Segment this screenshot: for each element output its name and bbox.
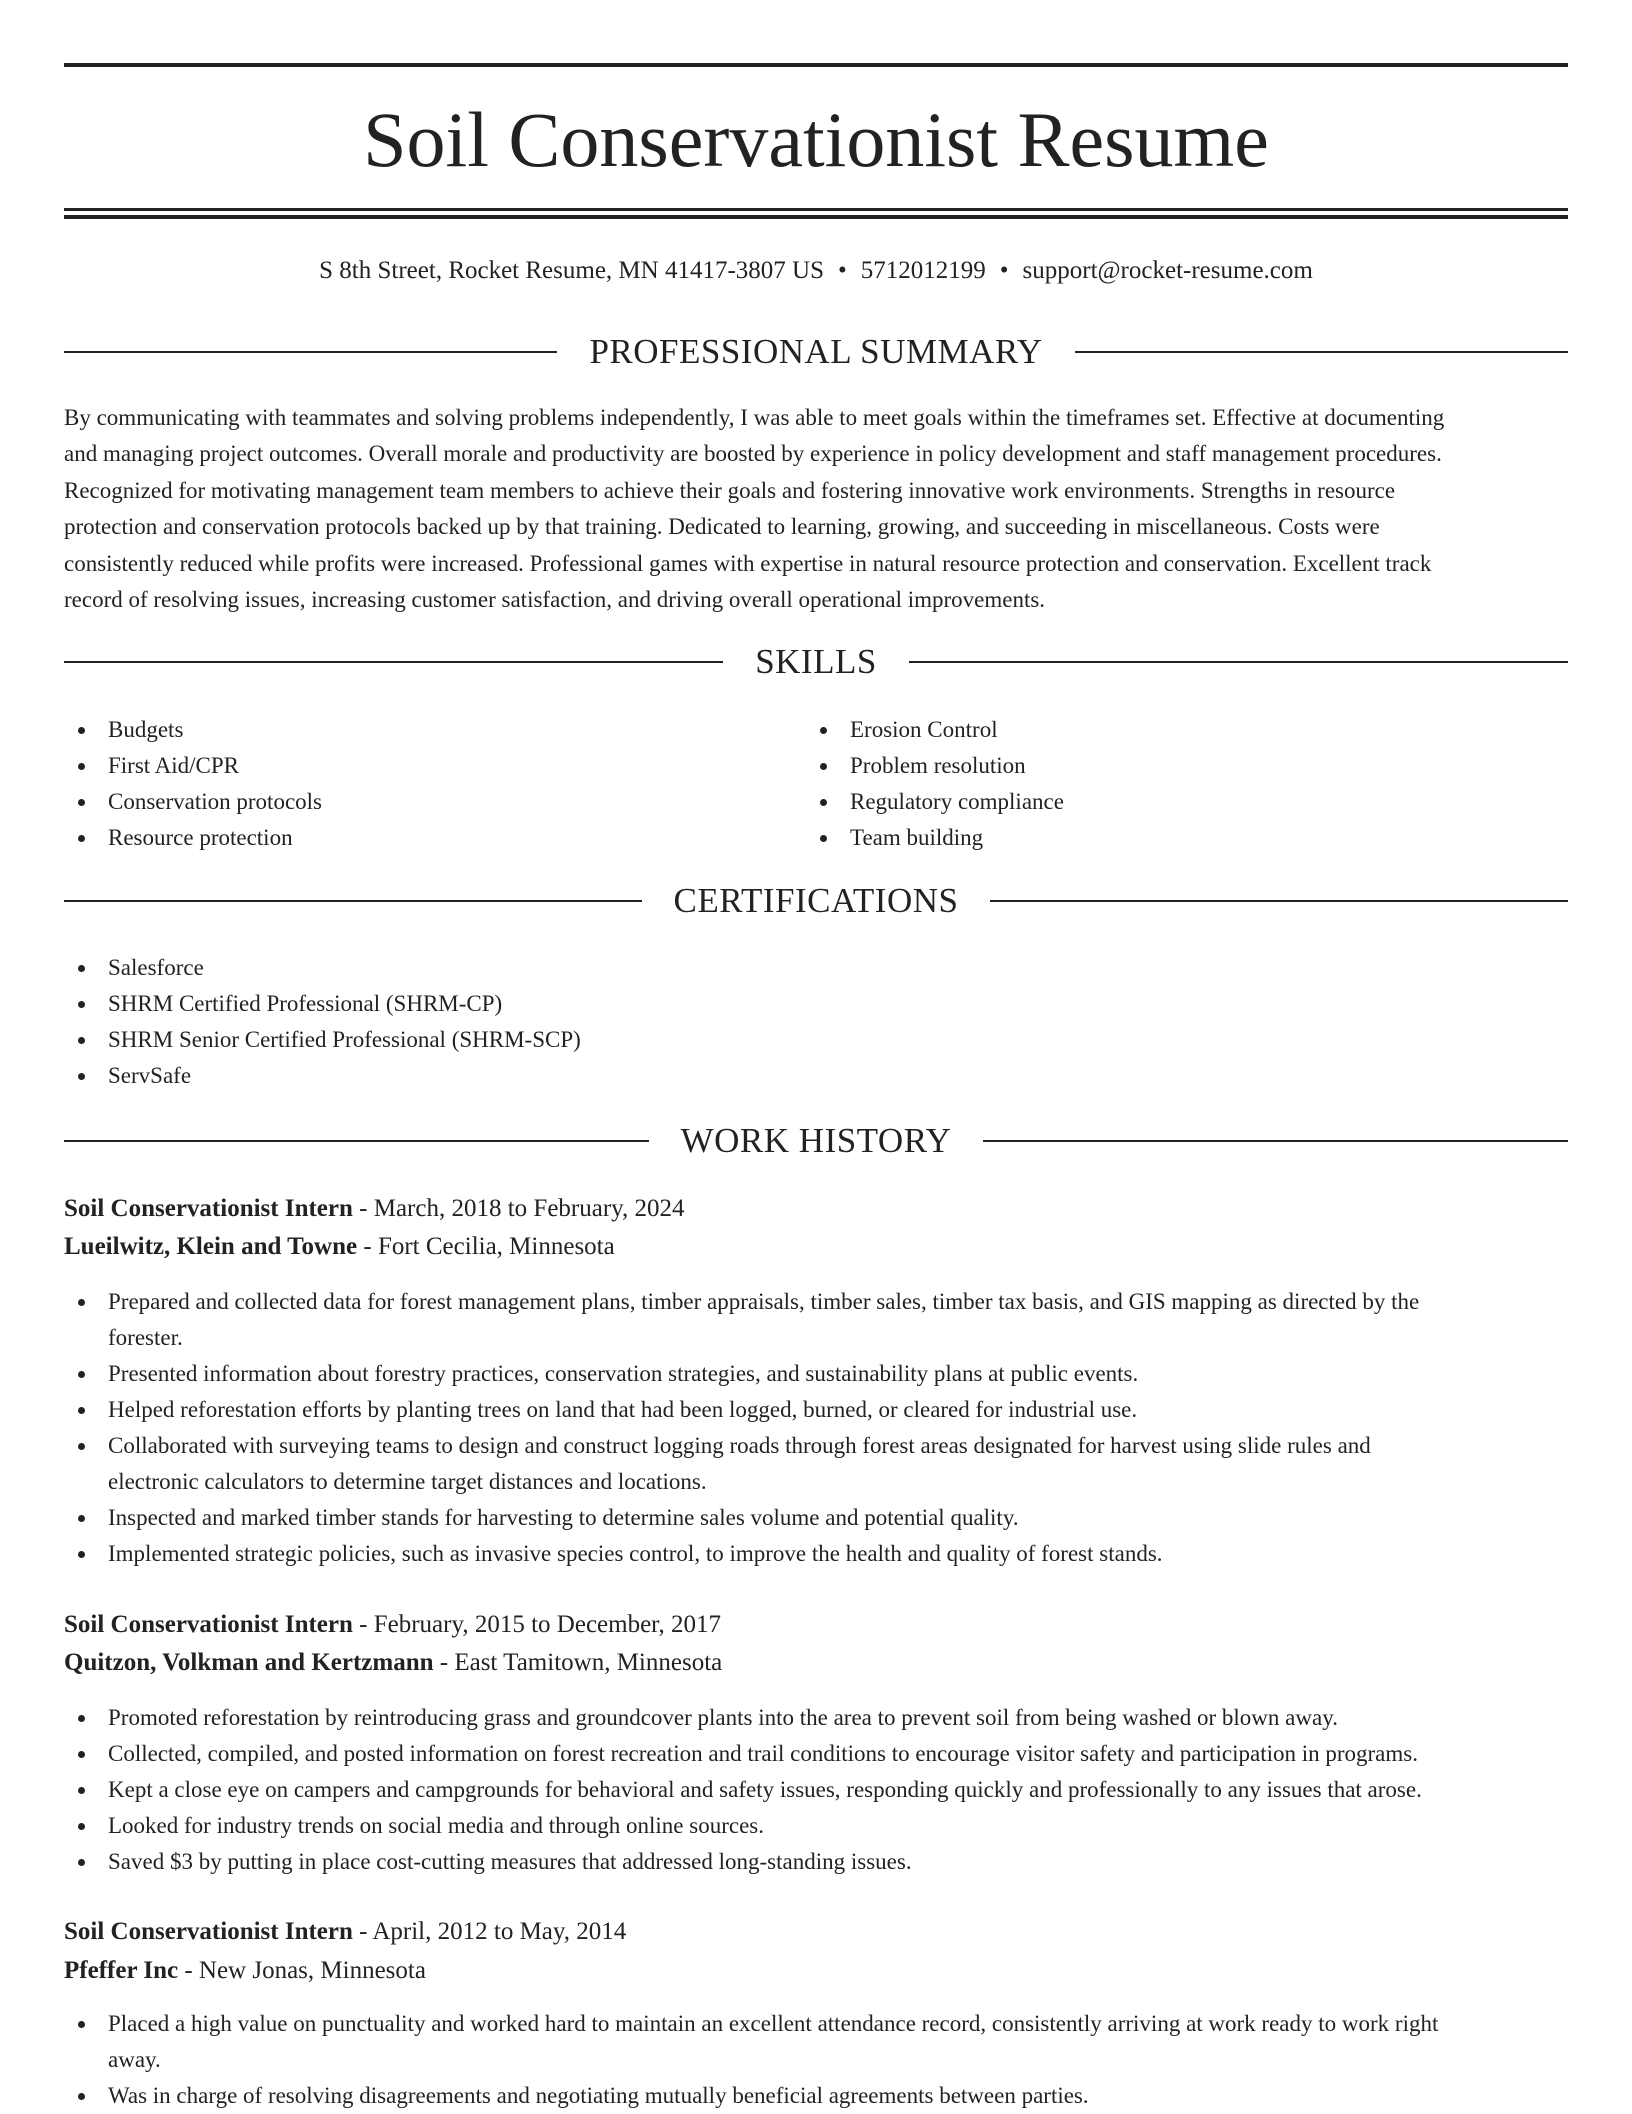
bullet-line: Was in charge of resolving disagreements and negotiating mutually beneficial agreements between parties. <box>108 2083 1089 2108</box>
section-heading-skills <box>64 640 1568 684</box>
heading-rule <box>990 900 1568 902</box>
contact-phone: 5712012199 <box>860 257 986 284</box>
job-bullets <box>64 1700 1568 1880</box>
summary-line: Recognized for motivating management team members to achieve their goals and fostering innovative work environments. Strengths in resource <box>64 477 1396 503</box>
skill-item: Erosion Control <box>806 712 1506 748</box>
heading-rule <box>983 1140 1568 1142</box>
skills-list-left <box>64 712 764 856</box>
bullet-line: Collaborated with surveying teams to design and construct logging roads through forest areas designated for harvest using slide rules and <box>108 1433 1371 1458</box>
section-title: SKILLS <box>755 642 877 681</box>
skill-item: Problem resolution <box>806 748 1506 784</box>
section-heading-summary <box>64 330 1568 374</box>
job-location: - New Jonas, Minnesota <box>184 1957 426 1984</box>
job-bullet <box>64 1536 1568 1572</box>
summary-line: and managing project outcomes. Overall morale and productivity are boosted by experience in policy development and staff management procedures. <box>64 441 1442 467</box>
job-bullet <box>64 1284 1568 1356</box>
job-company: Lueilwitz, Klein and Towne <box>64 1233 358 1260</box>
section-title: CERTIFICATIONS <box>673 881 959 920</box>
certifications-list <box>64 950 1064 1094</box>
contact-email: support@rocket-resume.com <box>1022 257 1313 284</box>
summary-line: protection and conservation protocols backed up by that training. Dedicated to learning, growing, and succeeding in miscellaneous. Costs were <box>64 514 1380 540</box>
bullet-line: Presented information about forestry practices, conservation strategies, and sustainability plans at public events. <box>108 1361 1139 1386</box>
certification-item: Salesforce <box>64 950 1064 986</box>
summary-line: consistently reduced while profits were increased. Professional games with expertise in natural resource protection and conservation. Excellent track <box>64 550 1432 576</box>
summary-line: record of resolving issues, increasing customer satisfaction, and driving overall operational improvements. <box>64 587 1046 613</box>
heading-rule <box>64 900 642 902</box>
job-bullet <box>64 1736 1568 1772</box>
contact-address: S 8th Street, Rocket Resume, MN 41417-3807 US <box>319 257 824 284</box>
job-bullet <box>64 1772 1568 1808</box>
skills-list-right <box>806 712 1506 856</box>
job-title: Soil Conservationist Intern <box>64 1195 353 1222</box>
page-title: Soil Conservationist Resume <box>363 96 1269 183</box>
job-bullet <box>64 1700 1568 1736</box>
job-company: Pfeffer Inc <box>64 1957 179 1984</box>
heading-rule <box>64 661 723 663</box>
heading-rule <box>1075 351 1568 353</box>
summary-line: By communicating with teammates and solving problems independently, I was able to meet goals within the timeframes set. Effective at documenting <box>64 405 1445 430</box>
bullet-line: Implemented strategic policies, such as invasive species control, to improve the health and quality of forest stands. <box>108 1541 1163 1566</box>
skill-item: Team building <box>806 820 1506 856</box>
job-title-line <box>64 1913 1568 1951</box>
heading-rule <box>64 351 557 353</box>
professional-summary <box>64 400 1568 618</box>
skill-item: Budgets <box>64 712 764 748</box>
contact-separator: • <box>838 257 847 284</box>
bullet-line: Looked for industry trends on social media and through online sources. <box>108 1813 764 1838</box>
certification-item: ServSafe <box>64 1058 1064 1094</box>
job-dates: - February, 2015 to December, 2017 <box>359 1611 722 1638</box>
skill-item: Conservation protocols <box>64 784 764 820</box>
job-company-line <box>64 1952 1568 1990</box>
job-location: - Fort Cecilia, Minnesota <box>363 1233 615 1260</box>
certification-item: SHRM Senior Certified Professional (SHRM-SCP) <box>64 1022 1064 1058</box>
bullet-line: away. <box>108 2047 161 2072</box>
job-location: - East Tamitown, Minnesota <box>439 1649 723 1676</box>
job-company-line <box>64 1644 1568 1682</box>
bullet-line: Helped reforestation efforts by planting trees on land that had been logged, burned, or cleared for industrial use. <box>108 1397 1138 1422</box>
job-bullet <box>64 1392 1568 1428</box>
contact-separator: • <box>999 257 1009 284</box>
skill-item: First Aid/CPR <box>64 748 764 784</box>
job-bullet <box>64 2006 1568 2078</box>
skill-item: Regulatory compliance <box>806 784 1506 820</box>
job-title-line <box>64 1190 1568 1228</box>
job-title-line <box>64 1606 1568 1644</box>
job-bullets <box>64 2006 1568 2114</box>
job-title: Soil Conservationist Intern <box>64 1611 353 1638</box>
job-title: Soil Conservationist Intern <box>64 1918 353 1945</box>
certification-item: SHRM Certified Professional (SHRM-CP) <box>64 986 1064 1022</box>
skill-item: Resource protection <box>64 820 764 856</box>
job-bullet <box>64 1428 1568 1500</box>
job-company-line <box>64 1228 1568 1266</box>
job-bullet <box>64 2078 1568 2114</box>
section-heading-certifications <box>64 879 1568 923</box>
bullet-line: Placed a high value on punctuality and worked hard to maintain an excellent attendance record, consistently arriving at work ready to work right <box>108 2011 1439 2036</box>
bullet-line: Inspected and marked timber stands for harvesting to determine sales volume and potential quality. <box>108 1505 1019 1530</box>
section-title: WORK HISTORY <box>680 1121 952 1160</box>
job-bullet <box>64 1808 1568 1844</box>
bullet-line: Promoted reforestation by reintroducing grass and groundcover plants into the area to prevent soil from being washed or blown away. <box>108 1705 1338 1730</box>
bullet-line: forester. <box>108 1325 183 1350</box>
job-bullets <box>64 1284 1568 1572</box>
heading-rule <box>64 1140 649 1142</box>
job-bullet <box>64 1844 1568 1880</box>
section-heading-work-history <box>64 1119 1568 1163</box>
job-dates: - March, 2018 to February, 2024 <box>359 1195 685 1222</box>
section-title: PROFESSIONAL SUMMARY <box>589 332 1043 371</box>
title-rule-upper <box>64 208 1568 211</box>
bullet-line: electronic calculators to determine target distances and locations. <box>108 1469 707 1494</box>
bullet-line: Saved $3 by putting in place cost-cutting measures that addressed long-standing issues. <box>108 1849 912 1874</box>
job-bullet <box>64 1500 1568 1536</box>
top-rule <box>64 63 1568 67</box>
job-bullet <box>64 1356 1568 1392</box>
bullet-line: Prepared and collected data for forest management plans, timber appraisals, timber sales, timber tax basis, and GIS mapping as directed by the <box>108 1289 1420 1314</box>
bullet-line: Collected, compiled, and posted information on forest recreation and trail conditions to encourage visitor safety and participation in programs. <box>108 1741 1418 1766</box>
contact-line <box>64 254 1568 288</box>
bullet-line: Kept a close eye on campers and campgrounds for behavioral and safety issues, responding quickly and professionally to any issues that arose. <box>108 1777 1422 1802</box>
heading-rule <box>909 661 1568 663</box>
job-company: Quitzon, Volkman and Kertzmann <box>64 1649 434 1676</box>
title-rule-lower <box>64 215 1568 219</box>
job-dates: - April, 2012 to May, 2014 <box>359 1918 627 1945</box>
